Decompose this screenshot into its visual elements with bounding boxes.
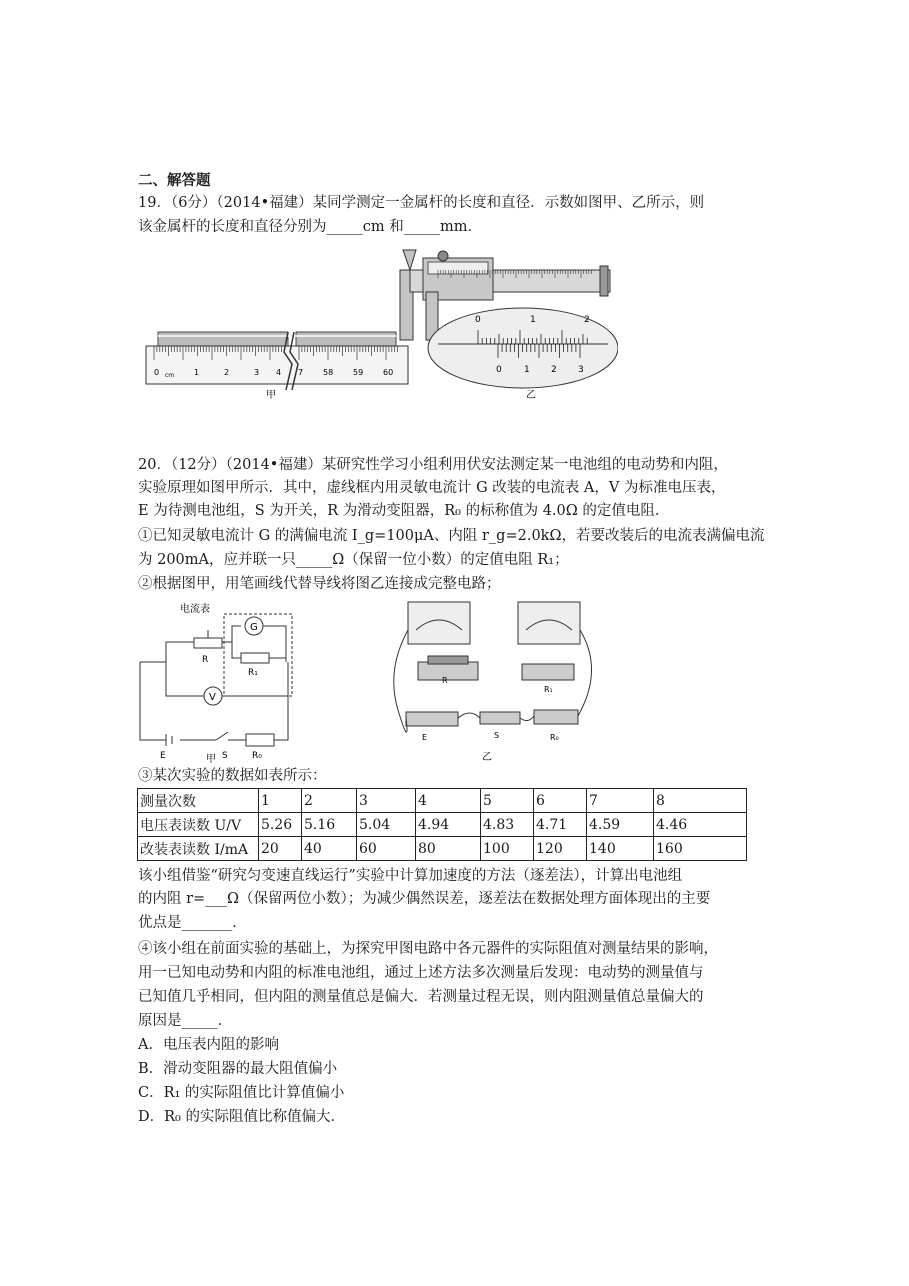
- table-cell: 7: [587, 789, 654, 813]
- table-cell: 140: [587, 837, 654, 861]
- circuit-schematic: [140, 614, 292, 746]
- table-cell: 160: [654, 837, 747, 861]
- q20-line-14: 原因是_____．: [138, 1013, 233, 1029]
- table-cell: 8: [654, 789, 747, 813]
- q20-line-5: 为 200mA，应并联一只_____Ω（保留一位小数）的定值电阻 R₁；: [138, 552, 569, 568]
- label-e: E: [160, 751, 166, 761]
- ruler-unit: cm: [165, 372, 175, 379]
- table-cell: 电压表读数 U/V: [138, 813, 259, 837]
- metal-rod: [158, 332, 396, 346]
- label-r1: R₁: [248, 668, 258, 678]
- q20-line-11: ④该小组在前面实验的基础上，为探究甲图电路中各元器件的实际阻值对测量结果的影响，: [138, 941, 718, 957]
- table-cell: 1: [259, 789, 302, 813]
- table-row: [138, 813, 747, 837]
- vernier-scale-3: 3: [578, 365, 584, 375]
- table-cell: 4.59: [587, 813, 654, 837]
- main-scale-2: 2: [584, 315, 590, 325]
- physical-circuit: [394, 602, 592, 732]
- caliper-magnified-view: [428, 308, 618, 388]
- label-r0: R₀: [252, 751, 262, 761]
- ruler-tick-0: 0: [154, 368, 160, 377]
- table-cell: 40: [302, 837, 357, 861]
- q20-line-8: 该小组借鉴“研究匀变速直线运行”实验中计算加速度的方法（逐差法），计算出电池组: [138, 868, 683, 884]
- table-cell: 5.26: [259, 813, 302, 837]
- main-scale-0: 0: [475, 315, 481, 325]
- table-row: [138, 837, 747, 861]
- ruler-tick-7: 7: [298, 368, 304, 377]
- table-cell: 120: [534, 837, 587, 861]
- label-phys-e: E: [422, 733, 428, 742]
- q20-line-10: 优点是_______．: [138, 915, 247, 931]
- table-cell: 4: [416, 789, 481, 813]
- q20-line-6: ②根据图甲，用笔画线代替导线将图乙连接成完整电路；: [138, 576, 501, 592]
- main-scale-1: 1: [530, 315, 536, 325]
- label-v: V: [209, 692, 216, 703]
- ruler-tick-2: 2: [224, 368, 230, 377]
- q20-line-2: 实验原理如图甲所示．其中，虚线框内用灵敏电流计 G 改装的电流表 A，V 为标准电压表，: [138, 480, 726, 496]
- vernier-scale-1: 1: [524, 365, 530, 375]
- q19-figure: [138, 240, 618, 405]
- q20-line-13: 已知值几乎相同，但内阻的测量值总是偏大．若测量过程无误，则内阻测量值总量偏大的: [138, 989, 704, 1005]
- ruler-tick-4: 4: [276, 368, 282, 377]
- label-jia: 甲: [206, 754, 216, 765]
- option-c: C．R₁ 的实际阻值比计算值偏小: [138, 1085, 345, 1101]
- label-phys-r0: R₀: [550, 733, 559, 742]
- label-yi: 乙: [482, 752, 492, 763]
- table-cell: 5: [481, 789, 534, 813]
- q20-line-3: E 为待测电池组，S 为开关，R 为滑动变阻器，R₀ 的标称值为 4.0Ω 的定值电阻．: [138, 503, 670, 519]
- table-cell: 3: [357, 789, 416, 813]
- vernier-scale-0: 0: [496, 365, 502, 375]
- option-a: A．电压表内阻的影响: [138, 1037, 279, 1053]
- q20-line-7: ③某次实验的数据如表所示：: [138, 768, 327, 784]
- table-cell: 60: [357, 837, 416, 861]
- ruler-tick-59: 59: [353, 368, 364, 377]
- table-cell: 4.94: [416, 813, 481, 837]
- q20-line-12: 用一已知电动势和内阻的标准电池组，通过上述方法多次测量后发现：电动势的测量值与: [138, 965, 704, 981]
- table-cell: 2: [302, 789, 357, 813]
- data-table: [137, 788, 747, 861]
- option-d: D．R₀ 的实际阻值比称值偏大．: [138, 1109, 345, 1125]
- table-cell: 5.04: [357, 813, 416, 837]
- q20-line-4: ①已知灵敏电流计 G 的满偏电流 I_g=100μA、内阻 r_g=2.0kΩ，若要改装后的电流表满偏电流: [138, 528, 765, 544]
- label-ammeter: 电流表: [180, 604, 210, 615]
- q20-line-1: 20．（12分）（2014•福建）某研究性学习小组利用伏安法测定某一电池组的电动势和内阻，: [138, 457, 728, 473]
- ruler-tick-60: 60: [383, 368, 394, 377]
- label-r: R: [202, 655, 209, 665]
- q19-line-1: 19．（6分）（2014•福建）某同学测定一金属杆的长度和直径．示数如图甲、乙所示，则: [138, 195, 705, 211]
- table-cell: 80: [416, 837, 481, 861]
- table-cell: 100: [481, 837, 534, 861]
- q20-line-9: 的内阻 r=___Ω（保留两位小数）；为减少偶然误差，逐差法在数据处理方面体现出的主要: [138, 891, 711, 907]
- fig-label-yi: 乙: [526, 390, 536, 401]
- label-s: S: [222, 751, 228, 761]
- table-cell: 改装表读数 I/mA: [138, 837, 259, 861]
- table-cell: 4.83: [481, 813, 534, 837]
- vernier-scale-2: 2: [551, 365, 557, 375]
- label-phys-r: R: [442, 676, 448, 685]
- label-phys-s: S: [494, 731, 500, 740]
- table-row: [138, 789, 747, 813]
- section-heading: 二、解答题: [138, 173, 211, 189]
- table-cell: 4.71: [534, 813, 587, 837]
- table-cell: 4.46: [654, 813, 747, 837]
- table-cell: 测量次数: [138, 789, 259, 813]
- q19-line-2: 该金属杆的长度和直径分别为_____cm 和_____mm．: [138, 219, 482, 235]
- label-g: G: [250, 622, 258, 633]
- ruler-tick-1: 1: [194, 368, 200, 377]
- table-cell: 6: [534, 789, 587, 813]
- label-phys-r1: R₁: [544, 685, 553, 694]
- table-cell: 20: [259, 837, 302, 861]
- fig-label-jia: 甲: [266, 390, 276, 401]
- ruler-tick-58: 58: [323, 368, 334, 377]
- table-cell: 5.16: [302, 813, 357, 837]
- ruler-tick-3: 3: [254, 368, 260, 377]
- option-b: B．滑动变阻器的最大阻值偏小: [138, 1061, 338, 1077]
- q20-figure: [136, 600, 596, 765]
